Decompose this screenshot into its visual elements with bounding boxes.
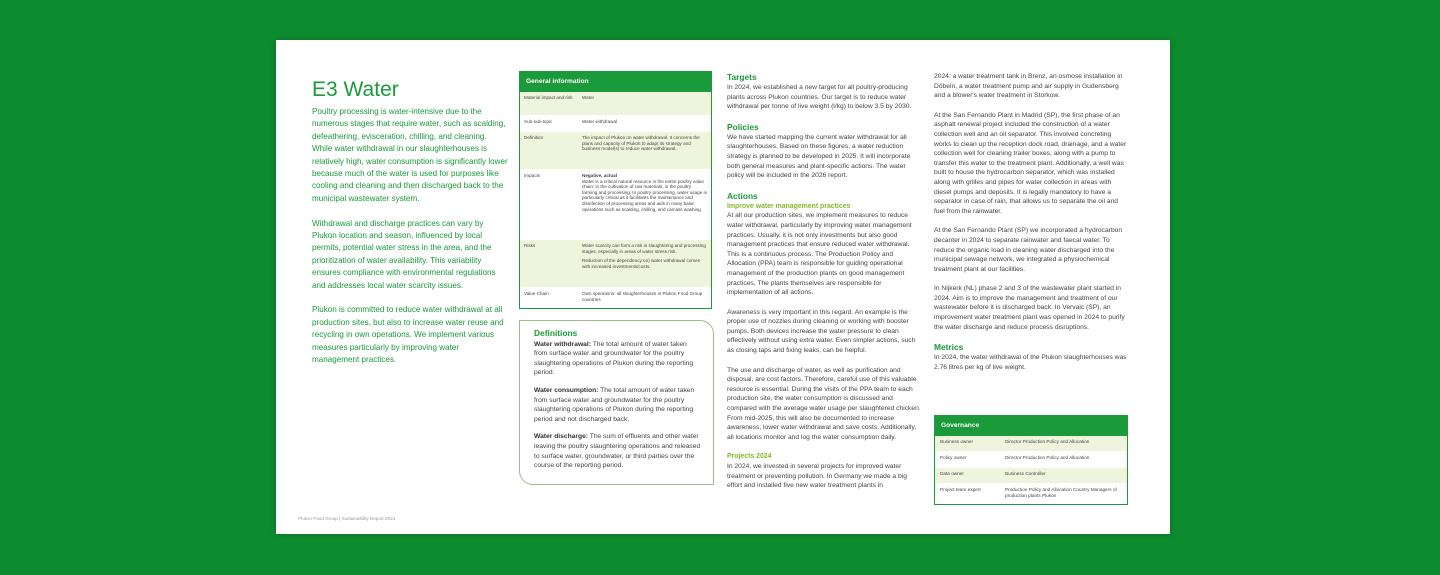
actions-heading: Actions xyxy=(727,190,758,201)
impact-type: Negative, actual xyxy=(582,173,617,178)
table-row xyxy=(520,132,711,170)
table-row xyxy=(520,116,711,132)
intro-paragraph-2: Withdrawal and discharge practices can vary by Plukon location and season, influenced by local permits, potential water stress in the area, and the prioritization of water availability. This variability ensures compliance with environmental regulations and addresses local water scarcity issues. xyxy=(312,218,496,290)
definitions-title: Definitions xyxy=(534,328,578,338)
table-row xyxy=(935,452,1127,468)
intro-paragraph-3: Plukon is committed to reduce water withdrawal at all production sites, but also to increase water reuse and recycling in own operations. We implement various measures particularly by improving water management practices. xyxy=(312,305,504,365)
risk-text-2: Reduction of the dependency on) water withdrawal comes with increased investments/costs. xyxy=(582,258,700,269)
table-key: Value Chain xyxy=(524,291,549,296)
table-key: Definition xyxy=(524,135,544,140)
table-value: Director Production Policy and Allocation xyxy=(1005,455,1090,460)
table-row xyxy=(935,468,1127,484)
right-paragraph-4: In Nijkerk (NL) phase 2 and 3 of the wastewater plant started in 2024. Aim is to improve the management and treatment of our wastewater before it is discharged back. In Vervaic (SP), an improvement water treatment plant was opened in 2024 to purify the water discharge and reduce process disruptions. xyxy=(934,285,1125,331)
targets-text: In 2024, we established a new target for all poultry-producing plants across Plukon countries. Our target is to reduce water withdrawal per tonne of live weight (l/kg) to below 3.5 by 2030. xyxy=(727,84,912,111)
governance-table xyxy=(934,415,1128,505)
definition-item xyxy=(534,432,701,470)
general-information-title: General information xyxy=(520,72,711,92)
table-key: Material impact and risk xyxy=(524,95,573,100)
table-value: Director Production Policy and Allocation xyxy=(1005,439,1090,444)
table-row xyxy=(520,288,711,311)
page-title: E3 Water xyxy=(312,78,399,101)
definition-text: The total amount of water taken from surface water and groundwater for the poultry slaughtering operations of Plukon during the reporting period. xyxy=(534,340,694,377)
table-key: Data owner xyxy=(940,471,964,476)
general-information-table xyxy=(519,71,712,309)
table-row xyxy=(520,170,711,240)
intro-paragraph-1: Poultry processing is water-intensive due to the numerous stages that require water, such as scalding, defeathering, evisceration, chilling, and cleaning. While water withdrawal in our slaughterhouses is relatively high, water consumption is significantly lower because much of the water is used for purposes like cooling and cleaning and then discharged back to the municipal wastewater system. xyxy=(312,107,508,203)
metrics-text: In 2024, the water withdrawal of the Plukon slaughterhouses was 2.76 litres per kg of live weight. xyxy=(934,354,1127,371)
policies-text: We have started mapping the current water withdrawal for all slaughterhouses. Based on these figures, a water reduction strategy is planned to be developed in 2025. It will incorporate both general measures and plant-specific actions. The water policy will be included in the 2026 report. xyxy=(727,133,911,180)
table-key: Sub-sub-topic xyxy=(524,119,553,124)
actions-paragraph-1: At all our production sites, we implement measures to reduce water withdrawal, particularly by improving water management practices. Usually, it is not only investments but also good management practices that ensure reduced water withdrawal. This is a continuous process. The Production Policy and Allocation (PPA) team is responsible for guiding operational management of the production plants on good management practices. The plants themselves are responsible for implementation of all actions. xyxy=(727,212,912,297)
projects-text: In 2024, we invested in several projects for improved water treatment or preventing pollution. In Germany we made a big effort and installed five new water treatment plants in xyxy=(727,463,907,490)
right-paragraph-1: 2024: a water treatment tank in Brenz, an osmose installation in Döbeln, a water treatment pump and air supply in Gudensberg and a blower's water treatment in Storkow. xyxy=(934,73,1123,100)
definition-term: Water consumption: xyxy=(534,386,599,394)
policies-heading: Policies xyxy=(727,121,759,132)
table-key: Impacts xyxy=(524,173,541,178)
table-row xyxy=(520,92,711,116)
actions-subheading: Improve water management practices xyxy=(727,202,851,210)
table-value xyxy=(578,170,711,239)
table-value: Production Policy and Allocation Country Managers of production plants Plukon xyxy=(1005,487,1117,498)
table-value: Water withdrawal xyxy=(582,119,618,124)
definitions-box xyxy=(519,320,714,485)
middle-column xyxy=(727,72,922,501)
actions-paragraph-2: Awareness is very important in this regard. An example is the proper use of nozzles during cleaning or working with booster pumps. Both devices increase the water pressure to clean effectively without using extra water. Even simpler actions, such as closing taps and fixing leaks, can be helpful. xyxy=(727,308,916,355)
table-value xyxy=(578,240,711,287)
table-row xyxy=(520,240,711,288)
intro-text xyxy=(312,106,508,379)
definition-item xyxy=(534,340,701,378)
definition-term: Water withdrawal: xyxy=(534,340,591,348)
definition-text: The sum of effluents and other water leaving the poultry slaughtering operations and released to surface water, groundwater, or third parties over the course of the reporting period. xyxy=(534,433,701,470)
table-value: Water xyxy=(582,95,595,100)
definition-item xyxy=(534,386,701,424)
governance-title: Governance xyxy=(935,416,1127,436)
table-value: Business Controller xyxy=(1005,471,1046,476)
definition-text: The total amount of water taken from surface water and groundwater for the poultry slaughtering operations of Plukon during the reporting period and not discharged back. xyxy=(534,386,695,423)
table-row xyxy=(935,484,1127,502)
metrics-heading: Metrics xyxy=(934,342,964,353)
impact-text: Water is a critical natural resource in the entire poultry value chain: in the cultivation of raw materials, in the poultry farming and processing. In poultry processing, water usage is particularly critical as it facilitates the maintenance and disinfection of processing areas and aids in many basic operations such as scalding, chilling, and carcass washing. xyxy=(582,178,707,212)
page-footer: Plukon Food Group | Sustainability Report 2024 xyxy=(298,516,396,521)
table-key: Project team expert xyxy=(940,487,981,492)
targets-heading: Targets xyxy=(727,72,757,82)
actions-paragraph-3: The use and discharge of water, as well as purification and disposal, are cost factors. Therefore, careful use of this valuable resource is essential. During the visits of the PPA team to each production site, the water consumption is discussed and compared with the average water usage per slaughtered chicken. From mid-2025, this will also be documented to increase awareness, lower water withdrawal and save costs. Additionally, all locations monitor and log the water consumption daily. xyxy=(727,366,921,441)
right-paragraph-3: At the San Fernando Plant (SP) we incorporated a hydrocarbon decanter in 2024 to separate rainwater and faecal water. To reduce the organic load in cleaning water discharged into the municipal sewage network, we integrated a physiochemical treatment plant at our facilities. xyxy=(934,227,1123,273)
right-column xyxy=(934,72,1130,382)
table-value: The impact of Plukon on water withdrawal. It concerns the plans and capacity of Plukon to adapt its strategy and business model(s) to reduce water withdrawal. xyxy=(582,135,700,152)
right-paragraph-2: At the San Fernando Plant in Madrid (SP), the first phase of an asphalt renewal project included the construction of a water collection well and an oil separator. This involved concreting works to clean up the reception dock road, drainage, and a water collection well for cleaning trailer boxes, along with a pump to transfer this water to the treatment plant. Additionally, a well was built to house the hydrocarbon separator, which was installed along with grilles and pipes for water collection in areas with diesel pumps and deposits. It is legally mandatory to have a separator in case of rain, that allows us to separate the oil and fuel from the rainwater. xyxy=(934,111,1127,215)
definition-term: Water discharge: xyxy=(534,433,589,441)
risk-text-1: Water scarcity can form a risk in slaughtering and processing stages, especially in areas of water stress risk. xyxy=(582,243,706,254)
report-page xyxy=(276,40,1170,534)
projects-subheading: Projects 2024 xyxy=(727,453,772,461)
table-row xyxy=(935,436,1127,452)
table-value: Own operations: all slaughterhouses in Plukon Food Group countries xyxy=(582,291,703,302)
table-key: Business owner xyxy=(940,439,974,444)
table-key: Policy owner xyxy=(940,455,967,460)
table-key: Risks xyxy=(524,243,536,248)
